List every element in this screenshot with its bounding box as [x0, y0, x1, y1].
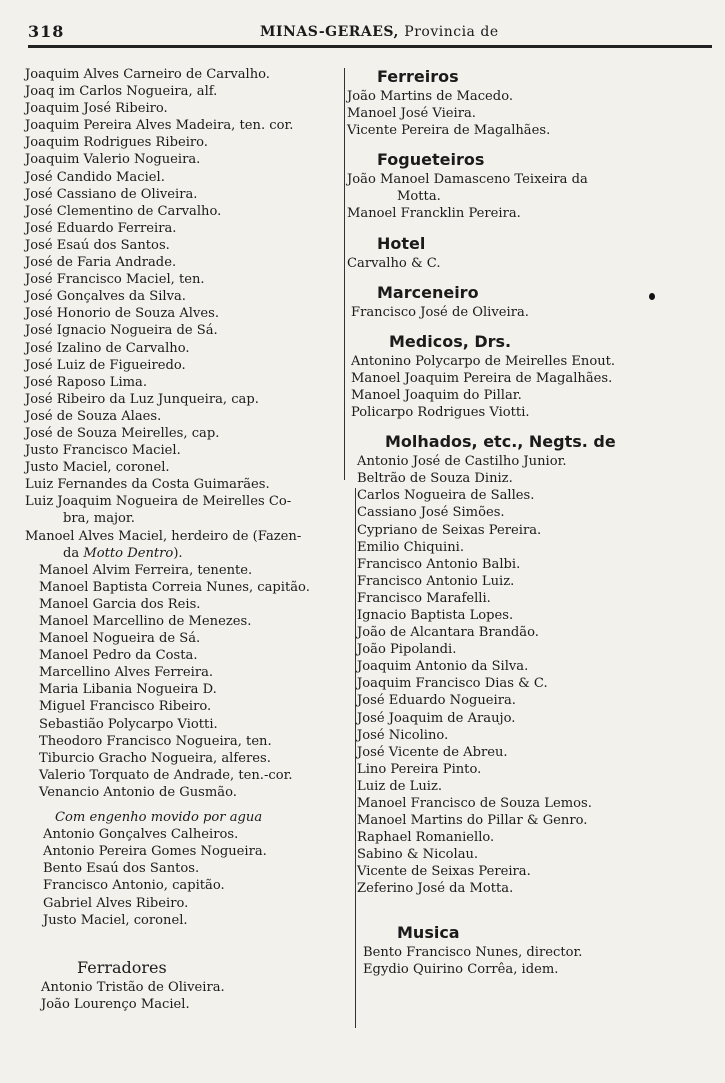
- list-item: Carvalho & C.: [347, 255, 441, 271]
- left-column: [25, 66, 347, 1013]
- list-item: José Honorio de Souza Alves.: [25, 306, 219, 322]
- list-item: Vicente de Seixas Pereira.: [357, 864, 531, 880]
- list-item: Vicente Pereira de Magalhães.: [347, 123, 551, 139]
- list-item: Francisco Antonio Balbi.: [357, 556, 521, 572]
- section-heading-molhados: Molhados, etc., Negts. de: [385, 432, 616, 452]
- list-item: Valerio Torquato de Andrade, ten.-cor.: [39, 767, 293, 783]
- list-item: Luiz Fernandes da Costa Guimarães.: [25, 477, 270, 493]
- list-item: Sebastião Polycarpo Viotti.: [39, 716, 218, 732]
- list-item-continuation: bra, major.: [63, 511, 135, 527]
- medicos-list: [347, 353, 719, 421]
- list-item: José Clementino de Carvalho.: [25, 203, 222, 219]
- printed-mark: [649, 293, 655, 300]
- list-item: José Francisco Maciel, ten.: [25, 272, 205, 288]
- list-item-continuation: Motta.: [397, 189, 441, 205]
- list-item: José Gonçalves da Silva.: [25, 289, 186, 305]
- list-item: Luiz Joaquim Nogueira de Meirelles Co-: [25, 494, 292, 510]
- list-item: Luiz de Luiz.: [357, 778, 443, 794]
- list-item: Joaq im Carlos Noguеira, alf.: [25, 84, 218, 100]
- section-heading-medicos: Medicos, Drs.: [389, 331, 512, 351]
- section-heading-marceneiro: Marceneiro: [377, 282, 479, 302]
- list-item: José Candido Maciel.: [25, 169, 165, 185]
- list-item: José Eduardo Nogueira.: [357, 693, 516, 709]
- list-item: Tiburcio Gracho Nogueira, alferes.: [39, 750, 271, 766]
- engenho-list: [25, 826, 347, 929]
- list-item: José Cassiano de Oliveira.: [25, 186, 198, 202]
- list-item: Sabino & Nicolau.: [357, 847, 479, 863]
- right-column: [347, 66, 719, 978]
- list-item: José Izalino de Carvalho.: [25, 340, 190, 356]
- header-rule: [28, 45, 712, 48]
- list-item: Manoel Garcia dos Reis.: [39, 596, 201, 612]
- list-item: José Nicolino.: [357, 727, 449, 743]
- page-number: 318: [28, 22, 65, 41]
- list-item: Francisco Marafelli.: [357, 590, 491, 606]
- list-item: Joaquim Valerio Nogueira.: [25, 152, 201, 168]
- section-heading-ferradores: Ferradores: [77, 957, 167, 977]
- list-item: José de Souza Alaes.: [25, 408, 162, 424]
- list-item: Joaquim Alves Carneiro de Carvalho.: [25, 67, 270, 82]
- page-header: [28, 22, 712, 44]
- estate-name: Motto Dentro: [83, 545, 174, 561]
- list-item: José Esaú dos Santos.: [25, 237, 170, 253]
- engenho-note: Com engenho movido por agua: [55, 810, 263, 826]
- list-item: João Martins de Macedo.: [347, 89, 514, 104]
- text: da: [63, 545, 84, 561]
- running-head-subtitle: Provincia de: [404, 24, 499, 40]
- list-item: Francisco José de Oliveira.: [351, 304, 529, 320]
- list-item: José Ignacio Nogueira de Sá.: [25, 323, 218, 339]
- molhados-list: [347, 453, 719, 897]
- list-item: Joaquim Antonio da Silva.: [357, 659, 529, 675]
- list-item: José Luiz de Figueiredo.: [25, 357, 186, 373]
- list-item: Manoel Marcellino de Menezes.: [39, 614, 252, 629]
- list-item: Maria Libania Nogueira D.: [39, 682, 217, 698]
- list-item: Ignacio Baptista Lopes.: [357, 607, 514, 623]
- list-item: Miguel Francisco Ribeiro.: [39, 699, 212, 715]
- list-item: Joaquim José Ribeiro.: [25, 101, 168, 117]
- list-item: João de Alcantara Brandão.: [357, 625, 539, 641]
- list-item: Antonio Tristão de Oliveira.: [41, 979, 225, 995]
- ferreiros-list: [347, 88, 719, 139]
- section-heading-fogueteiros: Fogueteiros: [377, 150, 485, 170]
- list-item: Manoel Francklin Pereira.: [347, 206, 521, 222]
- list-item: Manoel José Vieira.: [347, 106, 476, 122]
- list-item: Gabriel Alves Ribeiro.: [43, 895, 189, 911]
- list-item: Joaquim Francisco Dias & C.: [357, 676, 548, 692]
- list-item: Antonio Gonçalves Calheiros.: [43, 827, 239, 843]
- list-item: Policarpo Rodrigues Viotti.: [351, 405, 530, 421]
- marceneiro-list: [347, 304, 719, 321]
- list-item: Emilio Chiquini.: [357, 539, 465, 555]
- list-item-continuation: [25, 545, 347, 562]
- list-item: José Ribeiro da Luz Junqueira, cap.: [25, 391, 259, 407]
- list-item: Cassiano José Simões.: [357, 505, 505, 521]
- list-item: Joaquim Rodrigues Ribeiro.: [25, 135, 208, 151]
- list-item: Lino Pereira Pinto.: [357, 761, 482, 777]
- list-item: João Pipolandi.: [357, 642, 457, 658]
- hotel-list: [347, 255, 719, 272]
- list-item: Francisco Antonio Luiz.: [357, 573, 515, 589]
- list-item: José Joaquim de Araujo.: [357, 710, 516, 726]
- list-item: Manoel Baptista Correia Nunes, capitão.: [39, 579, 310, 595]
- list-item: Joaquim Pereira Alves Madeira, ten. cor.: [25, 118, 294, 134]
- list-item: Antonio José de Castilho Junior.: [357, 454, 567, 470]
- list-item: Manoel Francisco de Souza Lemos.: [357, 796, 592, 811]
- list-item: Antonio Pereira Gomes Nogueira.: [43, 844, 267, 860]
- list-item: Antonino Polycarpo de Meirelles Enout.: [351, 353, 616, 369]
- text: ).: [173, 545, 183, 561]
- running-head-title: MINAS-GERAES,: [260, 24, 399, 40]
- list-item: João Manoel Damasceno Teixeira da: [347, 172, 588, 188]
- list-item: Venancio Antonio de Gusmão.: [39, 784, 237, 800]
- list-item: Beltrão de Souza Diniz.: [357, 471, 513, 487]
- list-item: Bento Esaú dos Santos.: [43, 861, 200, 877]
- section-heading-musica: Musica: [397, 922, 460, 942]
- section-heading-ferreiros: Ferreiros: [377, 67, 459, 86]
- list-item: Manoel Joaquim do Pillar.: [351, 387, 522, 403]
- list-item: Theodoro Francisco Nogueira, ten.: [39, 733, 272, 749]
- list-item: Raphael Romaniello.: [357, 830, 495, 846]
- section-heading-hotel: Hotel: [377, 233, 426, 253]
- list-item: José de Faria Andrade.: [25, 255, 177, 271]
- list-item: Manoel Alvim Ferreira, tenente.: [39, 562, 253, 578]
- list-item: Manoel Alves Maciel, herdeiro de (Fazen-: [25, 528, 302, 544]
- list-item: Manoel Joaquim Pereira de Magalhães.: [351, 370, 613, 386]
- list-item: Manoel Pedro da Costa.: [39, 648, 198, 664]
- list-item: Marcellino Alves Ferreira.: [39, 665, 214, 681]
- list-item: Carlos Nogueira de Salles.: [357, 488, 535, 504]
- list-item: Justo Francisco Maciel.: [25, 443, 181, 459]
- musica-list: [347, 944, 719, 978]
- list-item: Cypriano de Seixas Pereira.: [357, 522, 542, 538]
- ferradores-list: [25, 979, 347, 1013]
- list-item: José Eduardo Ferreira.: [25, 220, 177, 236]
- list-item: João Lourenço Maciel.: [41, 996, 190, 1012]
- list-item: José Vicente de Abreu.: [357, 744, 508, 760]
- list-item: Egydio Quirino Corrêa, idem.: [363, 961, 559, 977]
- list-item: José de Souza Meirelles, cap.: [25, 425, 220, 441]
- list-item: Zeferino José da Motta.: [357, 881, 514, 897]
- list-item: José Raposo Lima.: [25, 374, 148, 390]
- list-item: Justo Maciel, coronel.: [25, 460, 170, 476]
- list-item: Justo Maciel, coronel.: [43, 912, 188, 928]
- running-head: [260, 24, 499, 40]
- list-item: Manoel Martins do Pillar & Genro.: [357, 813, 588, 829]
- list-item: Francisco Antonio, capitão.: [43, 878, 225, 894]
- resident-list: [25, 66, 347, 510]
- resident-list: [25, 562, 347, 801]
- list-item: Bento Francisco Nunes, director.: [363, 944, 583, 960]
- list-item: Manoel Nogueira de Sá.: [39, 631, 201, 647]
